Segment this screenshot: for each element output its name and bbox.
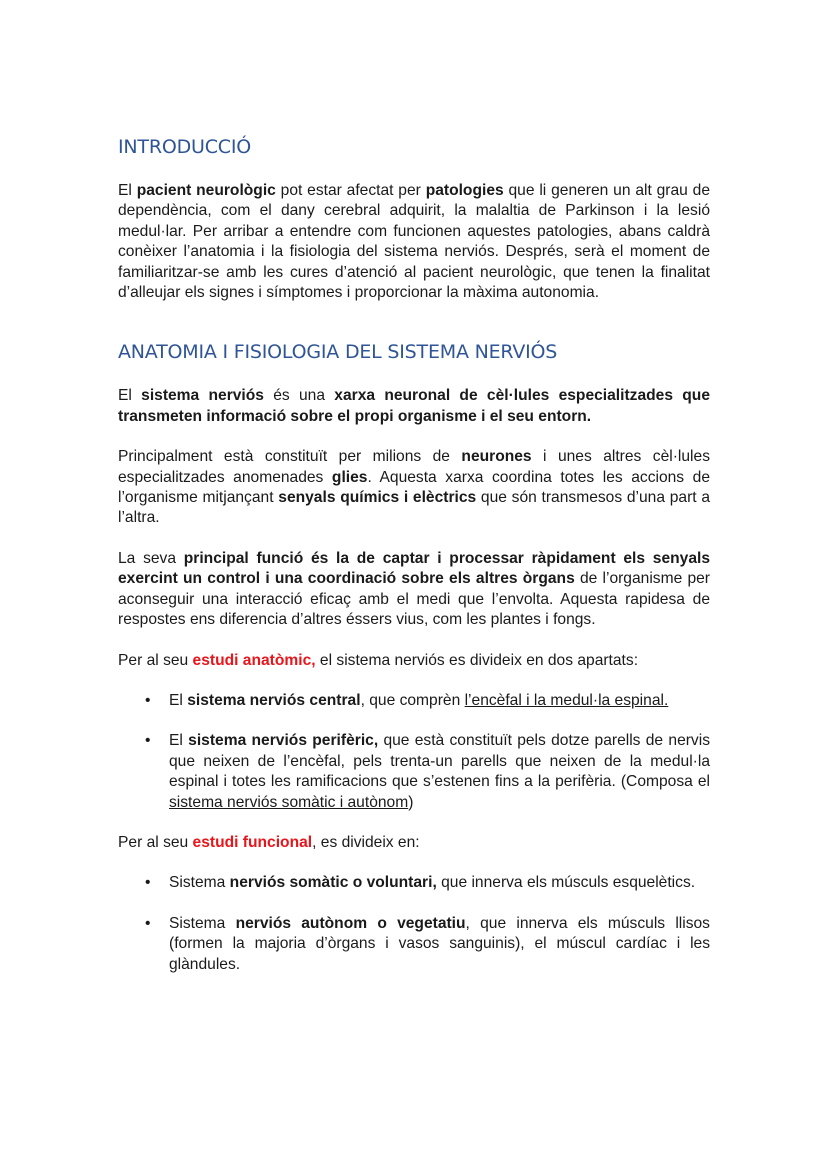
text: Principalment està constituït per milions de [118,448,462,466]
text: Per al seu [118,833,193,851]
text: que li generen un alt grau de dependència, com el dany cerebral adquirit, la malaltia de Parkinson i la lesió medul·lar. Per arribar a entendre com funcionen aquestes patologies, abans caldrà conèixer l’anatomia i la fisiologia del sistema nerviós. Després, serà el moment de familiaritzar-se amb les cures d’atenció al pacient neurològic, que tenen la finalitat d’alleujar els signes i símptomes i proporcionar la màxima autonomia. [118,182,711,302]
highlighted-text: estudi funcional [192,833,313,851]
bold-text: principal funció és la de captar i processar ràpidament els senyals exercint un control i una coordinació sobre els altres òrgans [118,549,710,588]
anatomic-study-paragraph [118,651,710,671]
bullet-icon: • [145,691,151,709]
bold-text: sistema nerviós perifèric, [188,732,379,750]
text: La seva [118,549,184,567]
bold-text: pacient neurològic [136,182,276,199]
document-page [118,136,710,975]
text: Per al seu [118,651,193,669]
bold-text: sistema nerviós central [187,691,361,709]
list-item [145,691,710,711]
heading-introduccio: INTRODUCCIÓ [118,136,252,158]
bold-text: senyals químics i elèctrics [278,489,477,507]
text: és una [263,387,335,405]
definition-paragraph [118,386,710,427]
list-item [145,914,710,975]
text: El [169,732,189,750]
text: Sistema [169,914,236,932]
bold-text: sistema nerviós [141,387,264,405]
highlighted-text: estudi anatòmic, [192,651,316,669]
text: El [169,691,188,709]
text: , que innerva els músculs llisos (formen la majoria d’òrgans i vasos sanguinis), el múscul cardíac i les glàndules. [169,914,710,973]
bold-text: neurones [461,448,532,466]
intro-paragraph [118,181,710,303]
text: el sistema nerviós es divideix en dos apartats: [315,651,639,669]
text: ) [408,793,414,811]
bullet-icon: • [145,732,151,750]
composition-paragraph [118,447,710,529]
list-item [145,731,710,813]
list-item [145,873,710,893]
text: que està constituït pels dotze parells de nervis que neixen de l’encèfal, pels trenta-un parells que neixen de la medul·la espinal i totes les ramificacions que s’estenen fins a la perifèria. (Composa el [169,732,710,791]
text: , es divideix en: [312,833,420,851]
text: Sistema [169,874,230,892]
bold-text: nerviós somàtic o voluntari, [229,874,437,892]
underlined-text: sistema nerviós somàtic i autònom [169,793,409,811]
bold-text: patologies [425,182,504,199]
text: , que comprèn [360,691,465,709]
functional-study-paragraph [118,833,710,853]
bold-text: xarxa neuronal de cèl·lules especialitzades que transmeten informació sobre el propi organisme i el seu entorn. [118,387,710,425]
functional-division-list [118,873,710,975]
underlined-text: l’encèfal i la medul·la espinal. [464,691,669,709]
text: El [118,387,142,405]
text: que innerva els músculs esquelètics. [436,874,696,892]
text: que són transmesos d’una part a l’altra. [118,489,710,527]
bold-text: nerviós autònom o vegetatiu [235,914,466,932]
text: i unes altres cèl·lules especialitzades anomenades [118,448,710,486]
heading-anatomia: ANATOMIA I FISIOLOGIA DEL SISTEMA NERVIÓS [118,341,558,364]
bullet-icon: • [145,914,151,932]
bullet-icon: • [145,874,151,892]
text: El [118,182,137,199]
text: pot estar afectat per [275,182,426,199]
anatomic-division-list [118,691,710,813]
function-paragraph [118,549,710,631]
text: . Aquesta xarxa coordina totes les accions de l’organisme mitjançant [118,468,710,507]
text: de l’organisme per aconseguir una interacció eficaç amb el medi que l’envolta. Aquesta rapidesa de respostes ens diferencia d’altres éssers vius, com les plantes i fongs. [118,570,710,629]
bold-text: glies [331,468,368,486]
